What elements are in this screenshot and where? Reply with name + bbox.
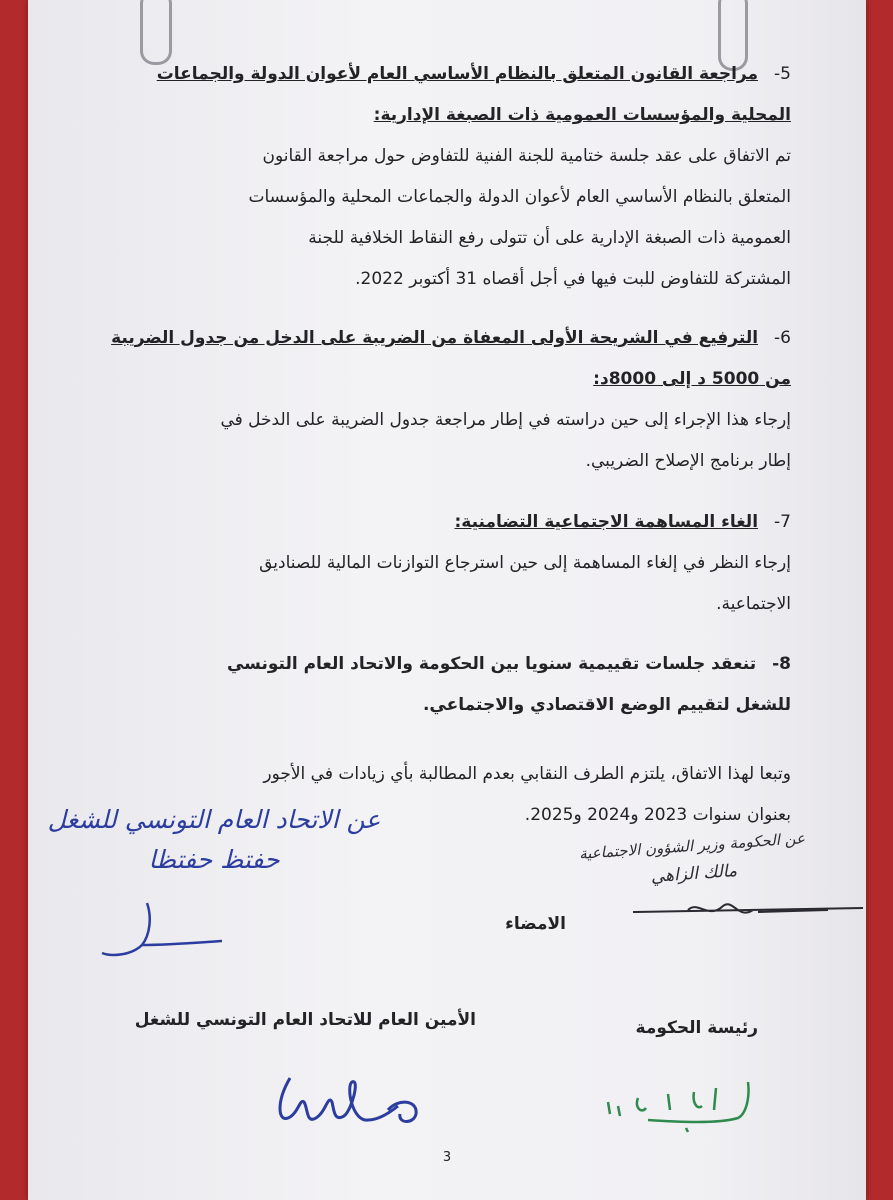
paragraph-line: تنعقد جلسات تقييمية سنويا بين الحكومة والاتحاد العام التونسي bbox=[226, 654, 757, 674]
minister-signature bbox=[628, 890, 868, 930]
section-6 bbox=[98, 318, 791, 482]
government-signatory-title: رئيسة الحكومة bbox=[635, 1018, 758, 1038]
page-number: 3 bbox=[442, 1150, 452, 1165]
handwritten-line: حفتظ حفتظا bbox=[148, 845, 280, 874]
paragraph-line: العمومية ذات الصبغة الإدارية على أن تتولى رفع النقاط الخلافية للجنة bbox=[308, 228, 791, 248]
section-heading: الغاء المساهمة الاجتماعية التضامنية: bbox=[454, 512, 759, 532]
paragraph-line: إرجاء هذا الإجراء إلى حين دراسته في إطار مراجعة جدول الضريبة على الدخل في bbox=[220, 410, 791, 430]
paragraph-line: تم الاتفاق على عقد جلسة ختامية للجنة الفنية للتفاوض حول مراجعة القانون bbox=[262, 146, 791, 166]
section-5 bbox=[98, 54, 791, 300]
signatures-label: الامضاء bbox=[505, 914, 566, 934]
section-heading: الترفيع في الشريحة الأولى المعفاة من الضريبة على الدخل من جدول الضريبة bbox=[111, 328, 759, 348]
paragraph-line: إطار برنامج الإصلاح الضريبي. bbox=[585, 451, 791, 471]
secretary-general-signature bbox=[248, 1062, 438, 1142]
section-number: 5- bbox=[774, 64, 791, 84]
section-heading: المحلية والمؤسسات العمومية ذات الصبغة الإدارية: bbox=[373, 105, 791, 125]
section-8 bbox=[98, 644, 791, 726]
paragraph-line: وتبعا لهذا الاتفاق، يلتزم الطرف النقابي بعدم المطالبة بأي زيادات في الأجور bbox=[263, 764, 791, 784]
handwritten-line: عن الاتحاد العام التونسي للشغل bbox=[47, 805, 381, 834]
paragraph-line: المشتركة للتفاوض للبت فيها في أجل أقصاه 31 أكتوبر 2022. bbox=[355, 269, 791, 289]
paragraph-line: إرجاء النظر في إلغاء المساهمة إلى حين استرجاع التوازنات المالية للصناديق bbox=[259, 553, 791, 573]
paragraph-line: بعنوان سنوات 2023 و2024 و2025. bbox=[524, 805, 791, 825]
prime-minister-signature bbox=[598, 1068, 778, 1138]
handwritten-line: مالك الزاهي bbox=[650, 860, 738, 887]
union-signature bbox=[72, 895, 232, 965]
section-number: 7- bbox=[774, 512, 791, 532]
section-number: 8- bbox=[772, 654, 791, 674]
document-page bbox=[28, 0, 866, 1200]
section-heading: من 5000 د إلى 8000د: bbox=[593, 369, 791, 389]
section-heading: مراجعة القانون المتعلق بالنظام الأساسي العام لأعوان الدولة والجماعات bbox=[156, 64, 759, 84]
section-7 bbox=[98, 502, 791, 625]
paragraph-line: المتعلق بالنظام الأساسي العام لأعوان الدولة والجماعات المحلية والمؤسسات bbox=[248, 187, 791, 207]
paragraph-line: للشغل لتقييم الوضع الاقتصادي والاجتماعي. bbox=[422, 695, 791, 715]
union-signatory-title: الأمين العام للاتحاد العام التونسي للشغل bbox=[134, 1010, 476, 1030]
section-number: 6- bbox=[774, 328, 791, 348]
handwritten-union-note bbox=[14, 800, 414, 880]
handwritten-line: عن الحكومة وزير الشؤون الاجتماعية bbox=[578, 829, 806, 863]
paragraph-line: الاجتماعية. bbox=[716, 594, 791, 614]
